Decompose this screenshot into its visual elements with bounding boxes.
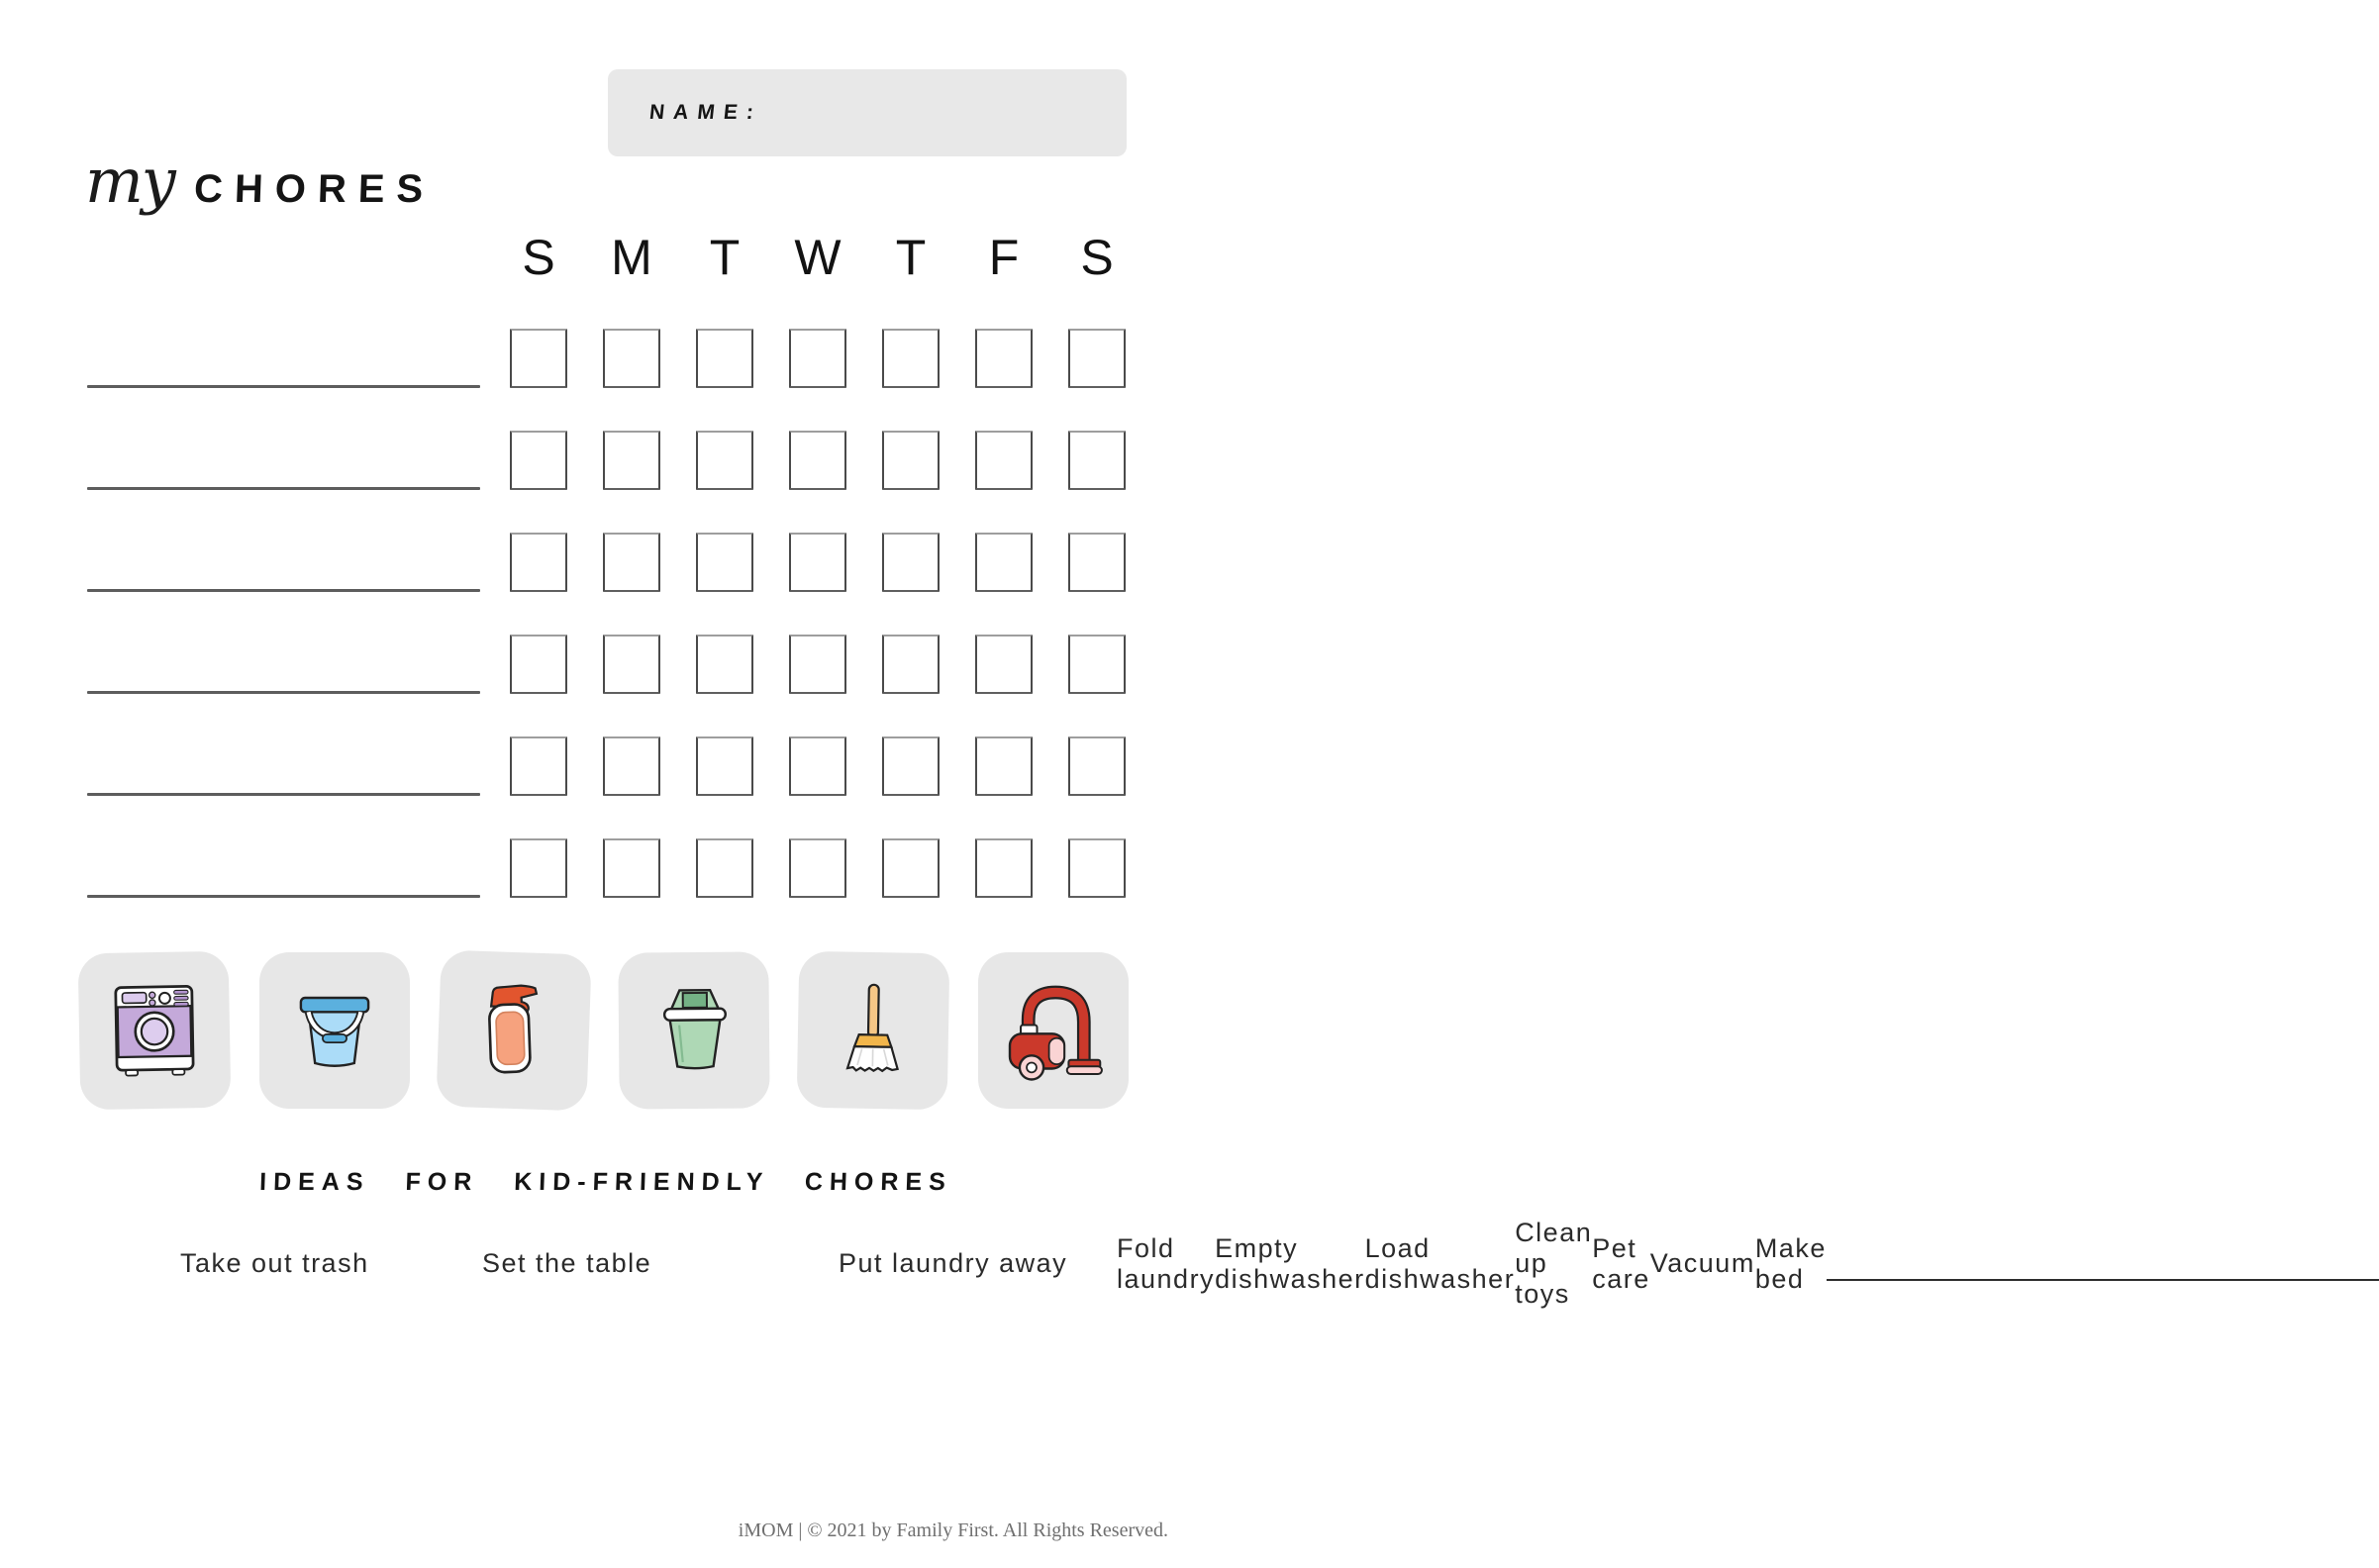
day-checkbox[interactable] [975,736,1033,796]
chore-row [87,329,1133,388]
day-checkbox[interactable] [603,431,660,490]
day-checkbox[interactable] [882,431,940,490]
checkbox-row [510,635,1126,694]
day-checkbox[interactable] [882,635,940,694]
day-checkbox[interactable] [789,635,846,694]
chore-grid [87,329,1133,940]
name-input-area[interactable] [608,69,1127,156]
day-checkbox[interactable] [1068,635,1126,694]
bucket-icon [280,976,389,1085]
day-header-letter: T [895,230,927,285]
copyright-footer: iMOM | © 2021 by Family First. All Rights Reserved. [738,1519,1168,1541]
idea-cell-blank [1827,1233,2103,1294]
title-script-my: my [85,145,174,217]
day-checkbox[interactable] [510,635,567,694]
day-checkbox[interactable] [789,533,846,592]
day-checkbox[interactable] [975,431,1033,490]
spray-bottle-tile [436,949,591,1111]
checkbox-row [510,329,1126,388]
day-header-letter: T [709,230,741,285]
vacuum-icon [999,976,1108,1085]
day-checkbox[interactable] [696,533,753,592]
checkbox-row [510,736,1126,796]
custom-chore-line[interactable] [1827,1279,2103,1281]
title-main-chores: CHORES [193,167,436,211]
idea-item: Take out trash [180,1248,369,1278]
chore-name-line[interactable] [87,589,480,592]
day-checkbox[interactable] [975,329,1033,388]
day-checkbox[interactable] [696,431,753,490]
idea-item: Clean up toys [1515,1218,1593,1309]
day-checkbox[interactable] [789,329,846,388]
chore-icons-row [79,952,1129,1109]
chore-name-line[interactable] [87,385,480,388]
day-checkbox[interactable] [603,329,660,388]
idea-item: Set the table [482,1248,652,1278]
day-checkbox[interactable] [510,329,567,388]
day-checkbox[interactable] [696,736,753,796]
day-checkbox[interactable] [1068,431,1126,490]
chore-name-line[interactable] [87,487,480,490]
idea-item: Put laundry away [839,1248,1068,1278]
chore-name-line[interactable] [87,895,480,898]
day-header-letter: F [988,230,1020,285]
bucket-tile [259,952,410,1109]
vacuum-tile [978,952,1129,1109]
day-checkbox[interactable] [789,431,846,490]
broom-icon [818,975,929,1086]
idea-item: Vacuum [1649,1248,1755,1278]
day-checkbox[interactable] [510,533,567,592]
day-header-letter: M [611,230,652,285]
day-checkbox[interactable] [882,736,940,796]
day-checkbox[interactable] [882,838,940,898]
day-checkbox[interactable] [696,838,753,898]
trash-can-tile [618,951,769,1109]
ideas-list [180,1218,2379,1309]
washing-machine-icon [99,975,210,1086]
trash-can-icon [639,976,748,1086]
name-label: NAME: [647,101,764,124]
day-checkbox[interactable] [696,635,753,694]
day-checkbox[interactable] [603,838,660,898]
ideas-heading: IDEAS FOR KID-FRIENDLY CHORES [258,1168,953,1196]
day-header-letter: S [1080,230,1114,285]
chore-row [87,838,1133,898]
chore-row [87,736,1133,796]
day-checkbox[interactable] [510,736,567,796]
day-checkbox[interactable] [975,533,1033,592]
day-checkbox[interactable] [696,329,753,388]
chore-row [87,533,1133,592]
day-checkbox[interactable] [603,533,660,592]
chore-name-line[interactable] [87,793,480,796]
day-checkbox[interactable] [1068,838,1126,898]
day-checkbox[interactable] [603,635,660,694]
washing-machine-tile [78,951,232,1111]
idea-item: Fold laundry [1117,1232,1216,1294]
spray-bottle-icon [457,974,570,1087]
day-checkbox[interactable] [1068,533,1126,592]
chore-row [87,635,1133,694]
day-checkbox[interactable] [1068,736,1126,796]
day-checkbox[interactable] [510,431,567,490]
day-checkbox[interactable] [975,838,1033,898]
broom-tile [797,951,950,1111]
page-title [85,145,436,217]
day-checkbox[interactable] [603,736,660,796]
custom-chore-line[interactable] [2103,1279,2379,1281]
idea-item: Empty dishwasher [1215,1232,1365,1294]
day-header-letter: W [794,230,842,285]
day-checkbox[interactable] [882,329,940,388]
day-checkbox[interactable] [975,635,1033,694]
checkbox-row [510,533,1126,592]
day-checkbox[interactable] [1068,329,1126,388]
day-checkbox[interactable] [510,838,567,898]
chore-row [87,431,1133,490]
checkbox-row [510,431,1126,490]
day-checkbox[interactable] [882,533,940,592]
day-header-letter: S [522,230,555,285]
checkbox-row [510,838,1126,898]
idea-item: Pet care [1592,1232,1650,1294]
chore-name-line[interactable] [87,691,480,694]
day-checkbox[interactable] [789,736,846,796]
idea-item: Make bed [1754,1232,1827,1294]
day-header-row [510,230,1126,285]
day-checkbox[interactable] [789,838,846,898]
idea-item: Load dishwasher [1364,1232,1516,1294]
idea-cell-blank [2103,1233,2379,1294]
